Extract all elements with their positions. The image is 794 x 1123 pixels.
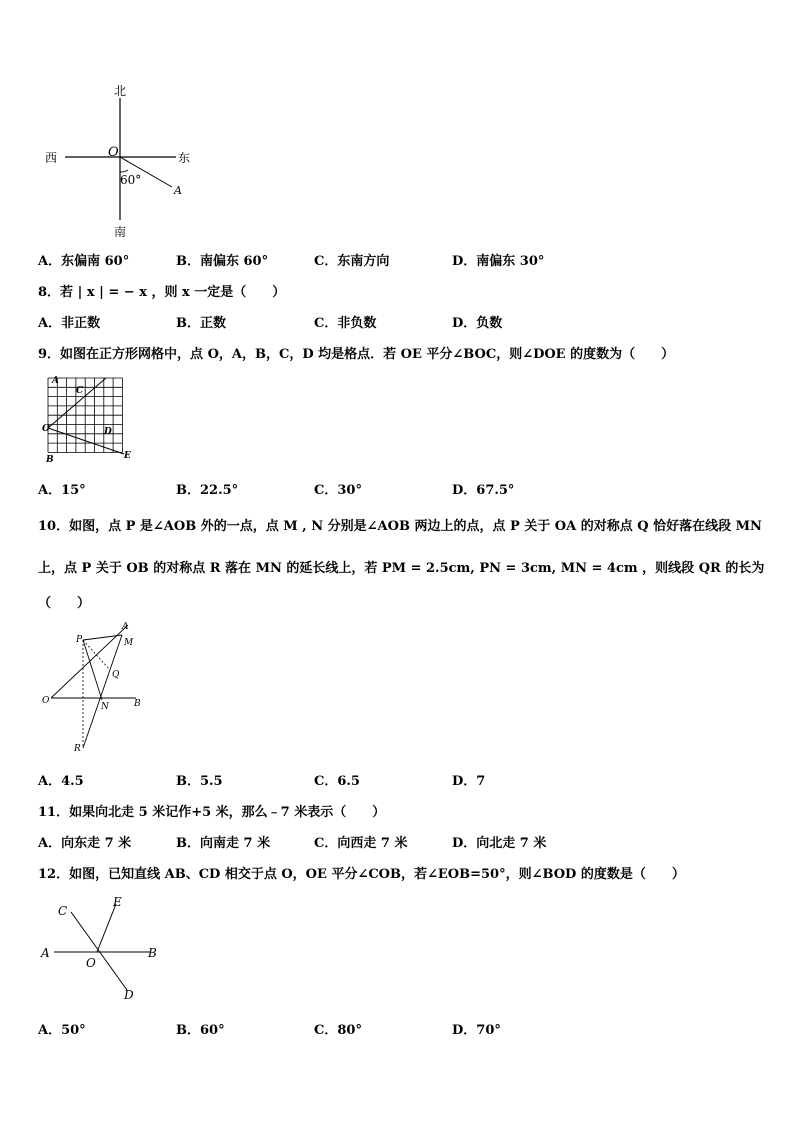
q10-question-line3: （ ） (38, 596, 91, 611)
point-a-label: A (174, 184, 182, 197)
q8-option-c[interactable]: C．非负数 (314, 316, 377, 331)
q9-question: 9．如图在正方形网格中，点 O，A，B，C，D 均是格点．若 OE 平分∠BOC，则∠DOE 的度数为（ ） (38, 347, 675, 362)
q8-option-b[interactable]: B．正数 (176, 316, 226, 331)
fig12-label-o: O (86, 956, 96, 970)
q7-option-b[interactable]: B．南偏东 60° (176, 254, 269, 269)
reflection-figure (38, 620, 150, 755)
q9-option-b[interactable]: B．22.5° (176, 483, 239, 498)
fig10-label-a: A (122, 622, 129, 632)
q11-option-a[interactable]: A．向东走 7 米 (38, 836, 132, 851)
grid-label-a: A (52, 376, 59, 386)
grid-label-b: B (46, 455, 54, 465)
q12-question: 12．如图，已知直线 AB、CD 相交于点 O，OE 平分∠COB，若∠EOB=50°，则∠BOD 的度数是（ ） (38, 867, 685, 882)
q8-option-a[interactable]: A．非正数 (38, 316, 101, 331)
intersecting-lines-figure (38, 892, 168, 1004)
q11-option-c[interactable]: C．向西走 7 米 (314, 836, 408, 851)
q9-option-d[interactable]: D．67.5° (452, 483, 515, 498)
compass-figure (40, 78, 210, 240)
grid-figure (40, 374, 140, 466)
q12-option-c[interactable]: C．80° (314, 1023, 362, 1038)
fig12-label-a: A (41, 946, 50, 960)
north-label: 北 (114, 84, 127, 98)
q7-option-c[interactable]: C．东南方向 (314, 254, 390, 269)
q7-option-d[interactable]: D．南偏东 30° (452, 254, 545, 269)
grid-label-d: D (104, 427, 112, 437)
fig10-label-p: P (76, 635, 83, 645)
q8-option-d[interactable]: D．负数 (452, 316, 503, 331)
q9-option-a[interactable]: A．15° (38, 483, 86, 498)
q9-option-c[interactable]: C．30° (314, 483, 362, 498)
west-label: 西 (45, 151, 58, 165)
grid-label-o: O (42, 424, 50, 434)
q10-question-line1: 10．如图，点 P 是∠AOB 外的一点，点 M , N 分别是∠AOB 两边上的点，点 P 关于 OA 的对称点 Q 恰好落在线段 MN (38, 519, 762, 534)
fig10-label-o: O (42, 696, 50, 706)
origin-label: O (108, 145, 119, 160)
q10-option-d[interactable]: D．7 (452, 774, 486, 789)
q7-option-a[interactable]: A．东偏南 60° (38, 254, 130, 269)
south-label: 南 (114, 225, 127, 239)
q11-option-d[interactable]: D．向北走 7 米 (452, 836, 547, 851)
fig10-label-n: N (101, 702, 109, 712)
q12-option-b[interactable]: B．60° (176, 1023, 225, 1038)
fig12-label-d: D (124, 988, 134, 1002)
q10-question-line2: 上，点 P 关于 OB 的对称点 R 落在 MN 的延长线上，若 PM = 2.5cm, PN = 3cm, MN = 4cm ，则线段 QR 的长为 (38, 561, 765, 576)
fig10-label-m: M (124, 638, 134, 648)
grid-label-c: C (76, 386, 84, 396)
fig10-label-b: B (134, 699, 141, 709)
fig10-label-r: R (74, 744, 81, 754)
q10-option-a[interactable]: A．4.5 (38, 774, 84, 789)
q8-question: 8．若 | x | = − x ，则 x 一定是（ ） (38, 285, 286, 300)
fig10-label-q: Q (112, 670, 120, 680)
q10-option-b[interactable]: B．5.5 (176, 774, 223, 789)
q11-question: 11．如果向北走 5 米记作+5 米，那么﹣7 米表示（ ） (38, 805, 386, 820)
q12-option-d[interactable]: D．70° (452, 1023, 501, 1038)
fig12-label-e: E (113, 895, 122, 909)
q12-option-a[interactable]: A．50° (38, 1023, 86, 1038)
q11-option-b[interactable]: B．向南走 7 米 (176, 836, 271, 851)
angle-label: 60° (120, 173, 142, 187)
fig12-label-b: B (148, 946, 157, 960)
fig12-label-c: C (58, 904, 68, 918)
east-label: 东 (178, 151, 191, 165)
grid-label-e: E (124, 451, 131, 461)
q10-option-c[interactable]: C．6.5 (314, 774, 360, 789)
